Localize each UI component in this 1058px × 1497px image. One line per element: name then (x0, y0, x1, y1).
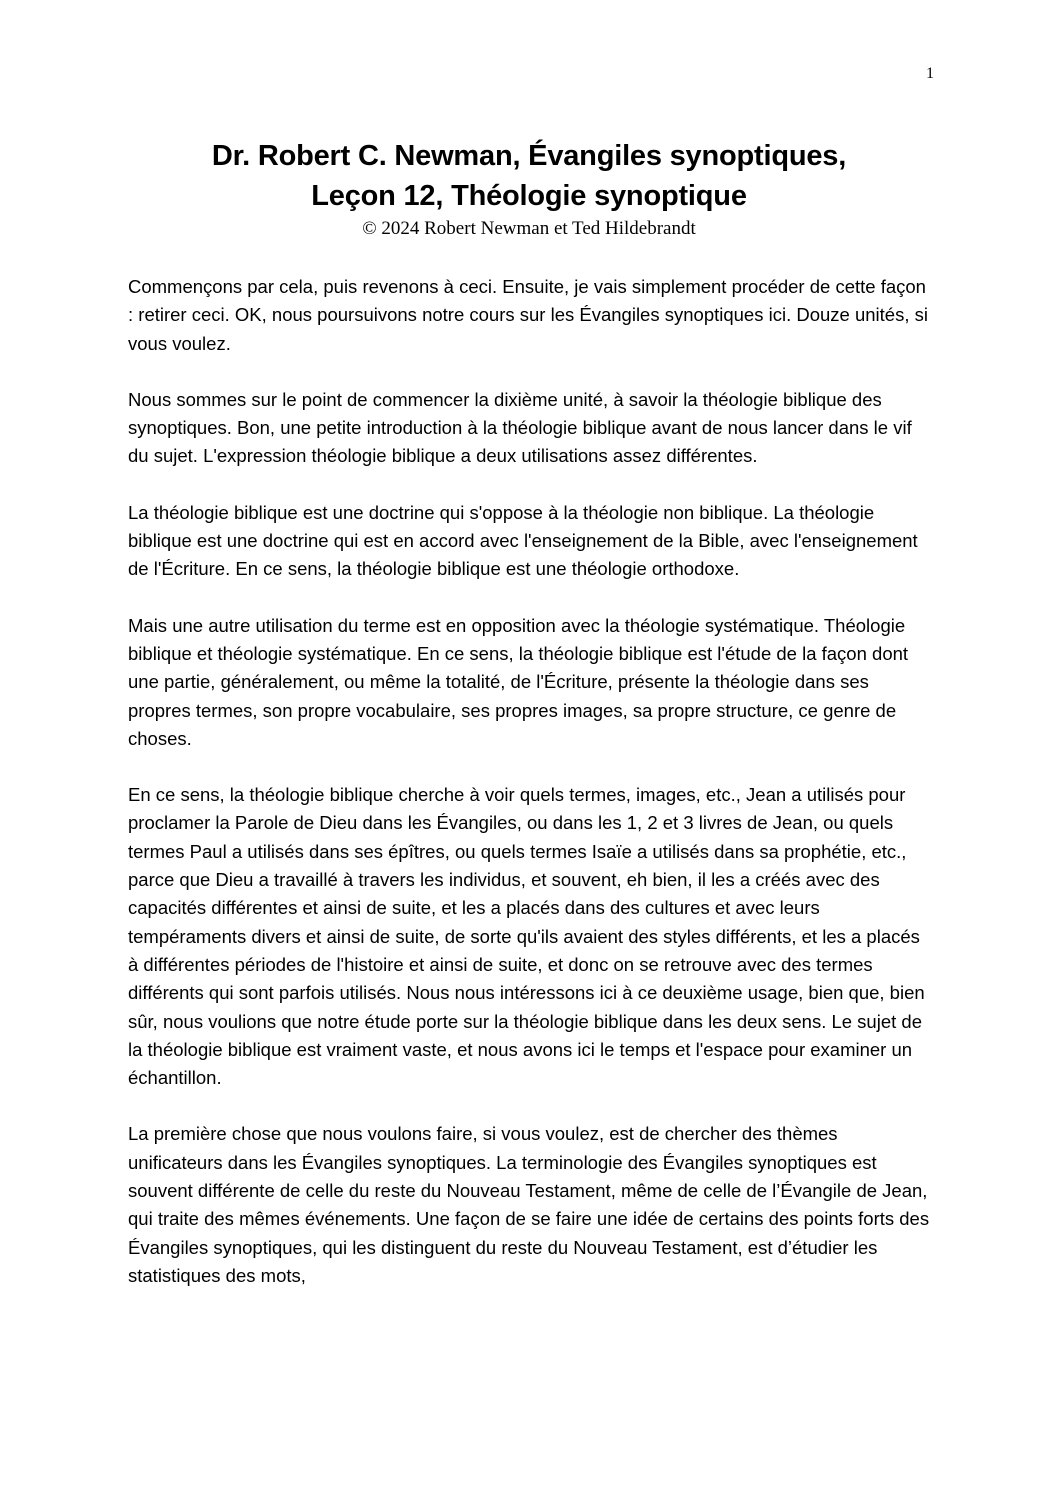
document-header (0, 136, 1058, 241)
copyright-notice: © 2024 Robert Newman et Ted Hildebrandt (362, 218, 696, 239)
title-line-2: Leçon 12, Théologie synoptique (311, 180, 747, 212)
document-body (128, 273, 934, 1318)
paragraph-2: Nous sommes sur le point de commencer la dixième unité, à savoir la théologie biblique des synoptiques. Bon, une petite introduction à la théologie biblique avant de nous lancer dans le vif du sujet. L'expression théologie biblique a deux utilisations assez différentes. (128, 388, 912, 467)
paragraph-3: La théologie biblique est une doctrine qui s'oppose à la théologie non biblique. La théologie biblique est une doctrine qui est en accord avec l'enseignement de la Bible, avec l'enseignement de l'Écriture. En ce sens, la théologie biblique est une théologie orthodoxe. (128, 501, 918, 580)
paragraph-6: La première chose que nous voulons faire, si vous voulez, est de chercher des thèmes unificateurs dans les Évangiles synoptiques. La terminologie des Évangiles synoptiques est souvent différente de celle du reste du Nouveau Testament, même de celle de l’Évangile de Jean, qui traite des mêmes événements. Une façon de se faire une idée de certains des points forts des Évangiles synoptiques, qui les distinguent du reste du Nouveau Testament, est d’étudier les statistiques des mots, (128, 1123, 930, 1286)
paragraph-5: En ce sens, la théologie biblique cherche à voir quels termes, images, etc., Jean a utilisés pour proclamer la Parole de Dieu dans les Évangiles, ou dans les 1, 2 et 3 livres de Jean, ou quels termes Paul a utilisés dans ses épîtres, ou quels termes Isaïe a utilisés dans sa prophétie, etc., parce que Dieu a travaillé à travers les individus, et souvent, eh bien, il les a créés avec des capacités différentes et ainsi de suite, et les a placés dans des cultures et avec leurs tempéraments divers et ainsi de suite, de sorte qu'ils avaient des styles différents, et les a placés à différentes périodes de l'histoire et ainsi de suite, et donc on se retrouve avec des termes différents qui sont parfois utilisés. Nous nous intéressons ici à ce deuxième usage, bien que, bien sûr, nous voulions que notre étude porte sur la théologie biblique dans les deux sens. Le sujet de la théologie biblique est vraiment vaste, et nous avons ici le temps et l'espace pour examiner un échantillon. (128, 784, 925, 1089)
page-number: 1 (926, 65, 934, 82)
document-title (0, 136, 1058, 216)
paragraph-1: Commençons par cela, puis revenons à ceci. Ensuite, je vais simplement procéder de cette façon : retirer ceci. OK, nous poursuivons notre cours sur les Évangiles synoptiques ici. Douze unités, si vous voulez. (128, 276, 928, 354)
paragraph-4: Mais une autre utilisation du terme est en opposition avec la théologie systématique. Théologie biblique et théologie systématique. En ce sens, la théologie biblique est l'étude de la façon dont une partie, généralement, ou même la totalité, de l'Écriture, présente la théologie dans ses propres termes, son propre vocabulaire, ses propres images, sa propre structure, ce genre de choses. (128, 614, 909, 749)
title-line-1: Dr. Robert C. Newman, Évangiles synoptiques, (211, 140, 847, 172)
